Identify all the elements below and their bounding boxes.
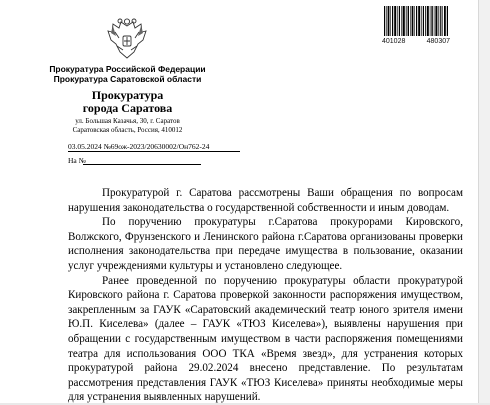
vertical-scrollbar[interactable] [478,0,490,403]
coat-of-arms-icon [107,18,147,62]
address-line-2: Саратовская область, Россия, 410012 [72,126,183,134]
body-paragraph: Прокуратурой г. Саратова рассмотрены Ваши обращения по вопросам нарушения законодательства о государственной собственности и иным доводам. [68,187,463,214]
body-paragraph: По поручению прокуратуры г.Саратова прокурорами Кировского, Волжского, Фрунзенского и Ленинского района г.Саратова организованы проверки исполнения законодательства при передаче имущества в пользование, оказании услуг учреждениями культуры и установлено следующее. [68,216,463,272]
barcode-number-left: 401028 [382,38,406,45]
office-name-line-2: города Саратова [82,101,173,115]
address-line-1: ул. Большая Казачья, 30, г. Саратов [75,117,180,125]
body-paragraph: Ранее проведенной по поручению прокуратуры области прокуратурой Кировского района г. Саратова проверкой законности распоряжения имуществом, закрепленным за ГАУК «Саратовский академический театр юного зрителя имени Ю.П. Киселева» (далее – ГАУК «ТЮЗ Киселева»), выявлены нарушения при обращении с государственным имуществом в части распоряжения помещениями театра для использования ООО ТКА «Время звезд», для устранения которых прокуратурой района 29.02.2024 внесено представление. По результатам рассмотрения представления ГАУК «ТЮЗ Киселева» приняты необходимые меры для устранения выявленных нарушений. [68,274,463,404]
incoming-reference-label: На № [68,156,86,165]
outgoing-reference: 03.05.2024 №69ож-2023/20630002/Он762-24 [68,142,240,152]
agency-line-1: Прокуратура Российской Федерации [49,64,206,74]
letter-body [68,186,463,405]
incoming-reference-blank [83,164,201,165]
barcode-bars [384,6,448,36]
barcode-number-right: 480307 [426,38,450,45]
barcode [382,6,450,50]
agency-line-2: Прокуратура Саратовской области [53,74,202,84]
barcode-numbers [382,38,450,45]
office-name-line-1: Прокуратура [91,88,164,102]
